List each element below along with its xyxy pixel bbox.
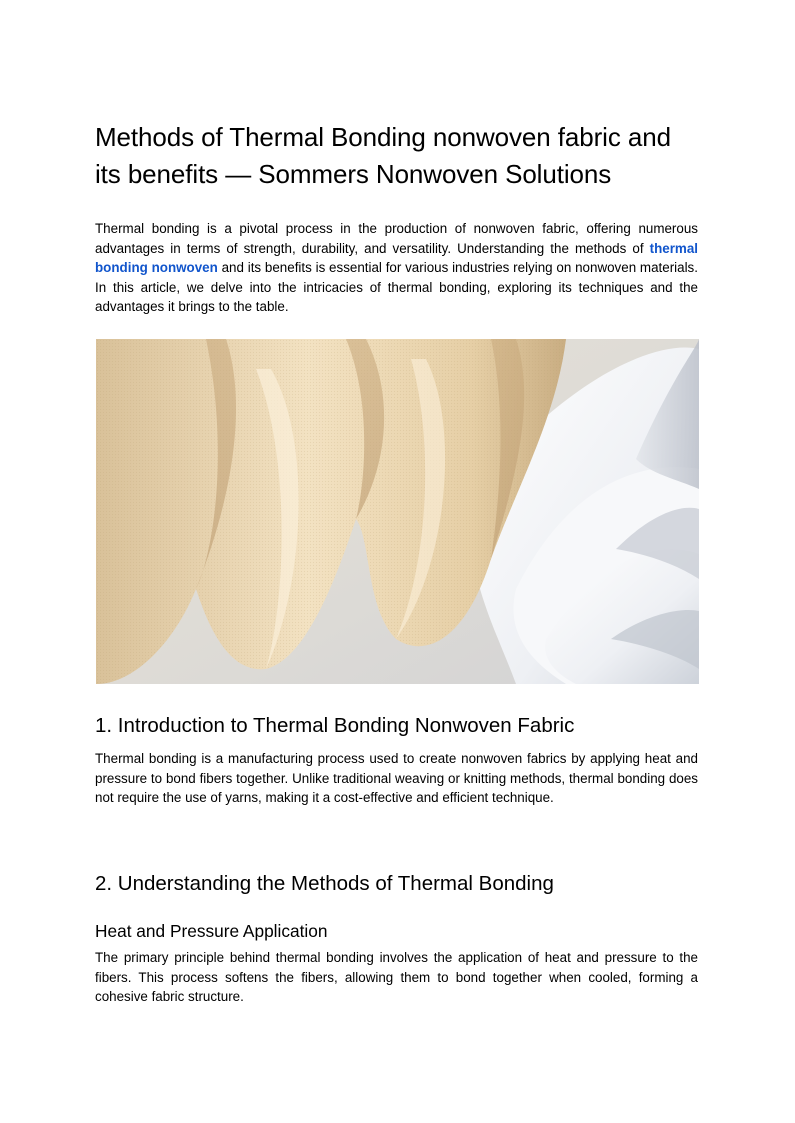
page-title: Methods of Thermal Bonding nonwoven fabric and its benefits — Sommers Nonwoven Solutions [95, 122, 671, 189]
intro-text-after-link: and its benefits is essential for various industries relying on nonwoven materials. In this article, we delve into the intricacies of thermal bonding, exploring its techniques and the advantages it brings to the table. [95, 260, 698, 315]
section1-heading: 1. Introduction to Thermal Bonding Nonwoven Fabric [95, 714, 575, 737]
section2-subheading: Heat and Pressure Application [95, 921, 328, 941]
section2-paragraph: The primary principle behind thermal bonding involves the application of heat and pressure to the fibers. This process softens the fibers, allowing them to bond together when cooled, forming a cohesive fabric structure. [95, 950, 698, 1005]
thermal-bonding-nonwoven-link[interactable]: thermal bonding nonwoven [95, 240, 698, 276]
intro-paragraph [95, 219, 698, 317]
section2-heading: 2. Understanding the Methods of Thermal Bonding [95, 872, 554, 895]
nonwoven-fabric-rolls-image [96, 339, 699, 684]
intro-text-before-link: Thermal bonding is a pivotal process in the production of nonwoven fabric, offering numerous advantages in terms of strength, durability, and versatility. Understanding the methods of [95, 221, 698, 256]
section1-paragraph: Thermal bonding is a manufacturing process used to create nonwoven fabrics by applying heat and pressure to bond fibers together. Unlike traditional weaving or knitting methods, thermal bonding does not require the use of yarns, making it a cost-effective and efficient technique. [95, 751, 698, 806]
